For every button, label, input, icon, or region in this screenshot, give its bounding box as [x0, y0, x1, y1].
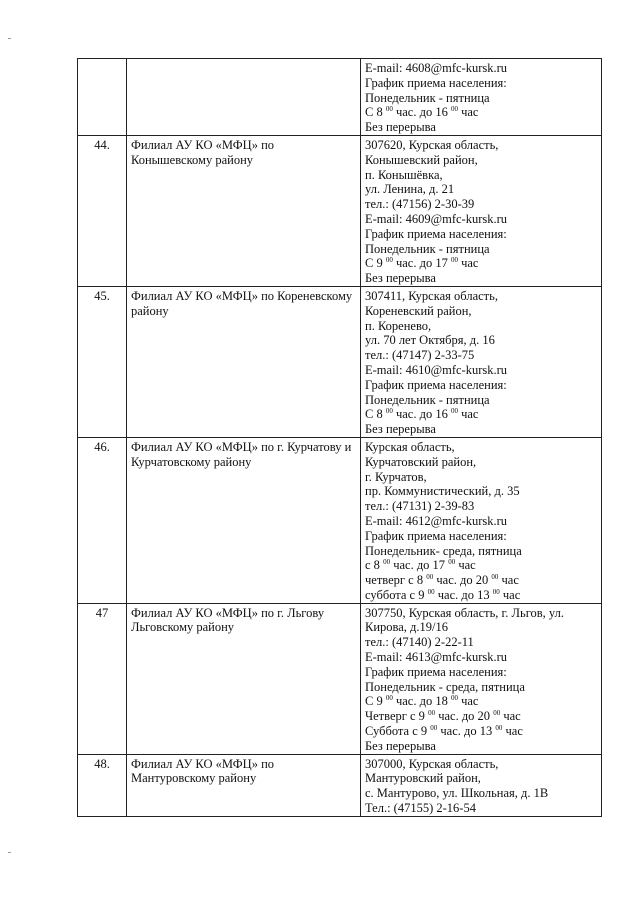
contact-line [365, 544, 597, 559]
schedule-text: час [457, 105, 479, 120]
contact-line [365, 694, 597, 709]
contact-text: п. Конышёвка, [365, 167, 443, 182]
branch-name: Филиал АУ КО «МФЦ» по Мантуровскому району [127, 754, 361, 816]
contact-line [365, 680, 597, 695]
schedule-text: час [502, 724, 523, 739]
contact-text: Тел.: (47155) 2-16-54 [365, 801, 476, 816]
contact-line [365, 455, 597, 470]
contact-line [365, 212, 597, 227]
schedule-text: час. до 20 [435, 709, 494, 724]
time-minutes-superscript: 00 [428, 709, 436, 718]
schedule-text: суббота с 9 [365, 587, 428, 602]
contact-text: График приема населения: [365, 226, 507, 241]
contact-text: тел.: (47156) 2-30-39 [365, 197, 475, 212]
contact-text: График приема населения: [365, 75, 507, 90]
contact-line [365, 304, 597, 319]
schedule-text: С 9 [365, 694, 386, 709]
schedule-text: час [457, 256, 479, 271]
contact-text: E-mail: 4613@mfc-kursk.ru [365, 650, 508, 665]
time-minutes-superscript: 00 [491, 573, 499, 582]
contact-text: г. Курчатов, [365, 469, 427, 484]
time-minutes-superscript: 00 [450, 256, 458, 265]
contact-line [365, 197, 597, 212]
branch-name: Филиал АУ КО «МФЦ» по г. Курчатову и Курчатовскому району [127, 437, 361, 603]
contact-text: Понедельник - среда, пятница [365, 679, 525, 694]
contact-text: График приема населения: [365, 377, 507, 392]
row-number: 47 [78, 603, 127, 754]
contact-line [365, 319, 597, 334]
contact-text: Без перерыва [365, 120, 436, 135]
schedule-text: С 8 [365, 105, 386, 120]
contact-text: тел.: (47147) 2-33-75 [365, 348, 475, 363]
contact-line [365, 348, 597, 363]
contact-text: Понедельник - пятница [365, 392, 490, 407]
contact-line [365, 650, 597, 665]
schedule-text: час [457, 407, 479, 422]
table-row [78, 437, 602, 603]
row-number: 45. [78, 286, 127, 437]
schedule-text: час [455, 558, 476, 573]
branch-contacts [361, 59, 602, 136]
schedule-text: час. до 20 [433, 573, 492, 588]
row-number [78, 59, 127, 136]
schedule-text: час. до 16 [392, 105, 451, 120]
contact-text: E-mail: 4610@mfc-kursk.ru [365, 362, 508, 377]
time-minutes-superscript: 00 [385, 105, 393, 114]
branch-offices-table [77, 58, 602, 817]
row-number: 44. [78, 135, 127, 286]
contact-line [365, 757, 597, 772]
contact-line [365, 588, 597, 603]
contact-line [365, 363, 597, 378]
row-number: 48. [78, 754, 127, 816]
schedule-text: час. до 13 [437, 724, 496, 739]
contact-line [365, 256, 597, 271]
contact-line [365, 558, 597, 573]
contact-text: Курская область, [365, 439, 455, 454]
contact-text: 307411, Курская область, [365, 288, 498, 303]
scan-mark-top [8, 38, 11, 39]
contact-line [365, 153, 597, 168]
contact-line [365, 801, 597, 816]
contact-line [365, 227, 597, 242]
contact-text: E-mail: 4609@mfc-kursk.ru [365, 211, 508, 226]
branch-name: Филиал АУ КО «МФЦ» по г. Льгову Льговскому району [127, 603, 361, 754]
branch-contacts [361, 754, 602, 816]
schedule-text: с 8 [365, 558, 384, 573]
contact-line [365, 168, 597, 183]
schedule-text: четверг с 8 [365, 573, 427, 588]
contact-text: Конышевский район, [365, 152, 478, 167]
schedule-text: час. до 17 [390, 558, 449, 573]
schedule-text: С 8 [365, 407, 386, 422]
contact-text: Понедельник - пятница [365, 241, 490, 256]
time-minutes-superscript: 00 [385, 407, 393, 416]
contact-line [365, 422, 597, 437]
branch-contacts [361, 603, 602, 754]
contact-text: Курчатовский район, [365, 454, 477, 469]
contact-line [365, 484, 597, 499]
contact-text: Мантуровский район, [365, 771, 481, 786]
contact-line [365, 333, 597, 348]
schedule-text: час [500, 709, 521, 724]
schedule-text: час. до 17 [392, 256, 451, 271]
branch-name [127, 59, 361, 136]
table-row [78, 286, 602, 437]
contact-line [365, 76, 597, 91]
branch-name: Филиал АУ КО «МФЦ» по Кореневскому району [127, 286, 361, 437]
table-body [78, 59, 602, 817]
contact-text: пр. Коммунистический, д. 35 [365, 484, 520, 499]
branch-contacts [361, 437, 602, 603]
contact-line [365, 61, 597, 76]
contact-line [365, 635, 597, 650]
contact-line [365, 271, 597, 286]
branch-contacts [361, 286, 602, 437]
table-row [78, 754, 602, 816]
contact-text: ул. Ленина, д. 21 [365, 182, 455, 197]
contact-line [365, 499, 597, 514]
contact-line [365, 573, 597, 588]
time-minutes-superscript: 00 [448, 558, 456, 567]
contact-text: ул. 70 лет Октября, д. 16 [365, 333, 495, 348]
contact-line [365, 91, 597, 106]
contact-text: тел.: (47131) 2-39-83 [365, 499, 475, 514]
contact-line [365, 407, 597, 422]
contact-line [365, 242, 597, 257]
contact-line [365, 120, 597, 135]
time-minutes-superscript: 00 [427, 587, 435, 596]
time-minutes-superscript: 00 [385, 256, 393, 265]
contact-line [365, 393, 597, 408]
schedule-text: час. до 13 [434, 587, 493, 602]
contact-text: 307620, Курская область, [365, 137, 499, 152]
time-minutes-superscript: 00 [430, 724, 438, 733]
scan-mark-bottom [8, 852, 11, 853]
contact-line [365, 606, 597, 636]
contact-line [365, 709, 597, 724]
contact-line [365, 289, 597, 304]
branch-contacts [361, 135, 602, 286]
branch-name: Филиал АУ КО «МФЦ» по Конышевскому району [127, 135, 361, 286]
contact-text: Без перерыва [365, 271, 436, 286]
contact-text: Понедельник - пятница [365, 90, 490, 105]
time-minutes-superscript: 00 [450, 105, 458, 114]
contact-line [365, 470, 597, 485]
schedule-text: час [457, 694, 479, 709]
schedule-text: час. до 18 [392, 694, 451, 709]
schedule-text: С 9 [365, 256, 386, 271]
contact-text: Без перерыва [365, 422, 436, 437]
time-minutes-superscript: 00 [495, 724, 503, 733]
contact-text: Кореневский район, [365, 303, 472, 318]
time-minutes-superscript: 00 [493, 709, 501, 718]
row-number: 46. [78, 437, 127, 603]
contact-text: п. Коренево, [365, 318, 432, 333]
contact-line [365, 665, 597, 680]
time-minutes-superscript: 00 [383, 558, 391, 567]
contact-line [365, 739, 597, 754]
schedule-text: Четверг с 9 [365, 709, 429, 724]
contact-text: Без перерыва [365, 738, 436, 753]
contact-text: E-mail: 4612@mfc-kursk.ru [365, 513, 508, 528]
contact-line [365, 378, 597, 393]
time-minutes-superscript: 00 [385, 694, 393, 703]
contact-text: 307000, Курская область, [365, 756, 499, 771]
contact-line [365, 138, 597, 153]
contact-line [365, 786, 597, 801]
contact-line [365, 771, 597, 786]
contact-text: тел.: (47140) 2-22-11 [365, 635, 474, 650]
contact-text: Понедельник- среда, пятница [365, 543, 522, 558]
contact-line [365, 182, 597, 197]
schedule-text: час. до 16 [392, 407, 451, 422]
contact-text: 307750, Курская область, г. Льгов, ул. Кирова, д.19/16 [365, 605, 564, 635]
contact-text: с. Мантурово, ул. Школьная, д. 1В [365, 786, 549, 801]
contact-text: E-mail: 4608@mfc-kursk.ru [365, 61, 508, 75]
contact-text: График приема населения: [365, 528, 507, 543]
time-minutes-superscript: 00 [426, 573, 434, 582]
table-row [78, 135, 602, 286]
table-row [78, 59, 602, 136]
contact-text: График приема населения: [365, 664, 507, 679]
schedule-text: час [498, 573, 519, 588]
contact-line [365, 440, 597, 455]
time-minutes-superscript: 00 [450, 407, 458, 416]
contact-line [365, 514, 597, 529]
contact-line [365, 105, 597, 120]
table-row [78, 603, 602, 754]
contact-line [365, 724, 597, 739]
time-minutes-superscript: 00 [492, 587, 500, 596]
schedule-text: Суббота с 9 [365, 724, 431, 739]
time-minutes-superscript: 00 [450, 694, 458, 703]
schedule-text: час [499, 587, 521, 602]
contact-line [365, 529, 597, 544]
